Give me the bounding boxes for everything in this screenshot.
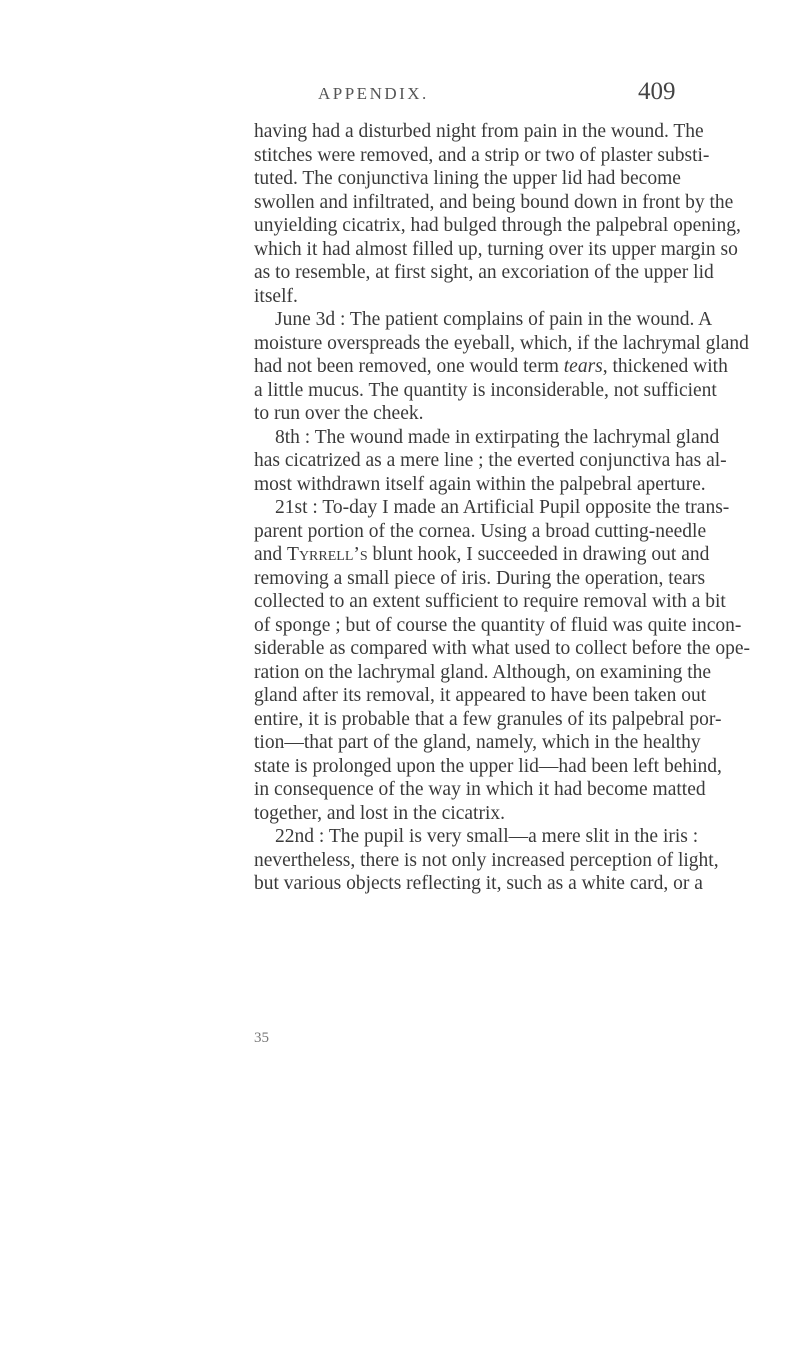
- text-line: 22nd : The pupil is very small—a mere slit in the iris :: [275, 826, 699, 847]
- text-line: to run over the cheek.: [254, 403, 424, 424]
- text-line: removing a small piece of iris. During the operation, tears: [254, 567, 706, 589]
- small-caps-name: Tyrrell’s: [287, 544, 368, 565]
- text-line: in consequence of the way in which it had become matted: [254, 779, 706, 800]
- text-line: together, and lost in the cicatrix.: [254, 802, 506, 824]
- text-fragment: , thickened with: [602, 356, 728, 377]
- text-line: [254, 355, 728, 379]
- text-line: siderable as compared with what used to collect before the ope-: [254, 638, 750, 659]
- text-line: has cicatrized as a mere line ; the everted conjunctiva has al-: [254, 450, 727, 471]
- text-fragment: blunt hook, I succeeded in drawing out and: [372, 544, 710, 565]
- text-line: swollen and infiltrated, and being bound down in front by the: [254, 191, 734, 213]
- text-line: but various objects reflecting it, such as a white card, or a: [254, 873, 703, 894]
- text-line: which it had almost filled up, turning over its upper margin so: [254, 238, 738, 260]
- text-line: tion—that part of the gland, namely, which in the healthy: [254, 732, 701, 753]
- signature-mark: 35: [254, 1030, 269, 1046]
- text-line: moisture overspreads the eyeball, which, if the lachrymal gland: [254, 332, 749, 354]
- text-line: most withdrawn itself again within the palpebral aperture.: [254, 473, 706, 495]
- text-line: gland after its removal, it appeared to have been taken out: [254, 685, 707, 706]
- page-number: 409: [638, 78, 676, 105]
- text-line: ration on the lachrymal gland. Although, on examining the: [254, 661, 712, 683]
- body-text: [254, 120, 750, 896]
- text-fragment: had not been removed, one would term: [254, 356, 559, 377]
- text-line: [254, 543, 710, 567]
- text-line: a little mucus. The quantity is inconsiderable, not sufficient: [254, 379, 717, 401]
- text-line: parent portion of the cornea. Using a broad cutting-needle: [254, 520, 707, 542]
- italic-word: tears: [563, 356, 603, 377]
- text-line: 8th : The wound made in extirpating the lachrymal gland: [275, 426, 720, 448]
- text-line: itself.: [254, 285, 298, 307]
- text-line: unyielding cicatrix, had bulged through the palpebral opening,: [254, 215, 741, 236]
- text-line: 21st : To-day I made an Artificial Pupil opposite the trans-: [275, 497, 730, 518]
- text-line: as to resemble, at first sight, an excoriation of the upper lid: [254, 262, 714, 283]
- text-line: having had a disturbed night from pain in the wound. The: [254, 121, 704, 142]
- text-line: nevertheless, there is not only increased perception of light,: [254, 849, 719, 871]
- text-line: tuted. The conjunctiva lining the upper lid had become: [254, 168, 681, 189]
- text-line: collected to an extent sufficient to require removal with a bit: [254, 591, 726, 612]
- text-line: state is prolonged upon the upper lid—had been left behind,: [254, 755, 722, 777]
- text-line: June 3d : The patient complains of pain in the wound. A: [275, 309, 713, 330]
- page-header: [0, 78, 800, 108]
- text-line: entire, it is probable that a few granules of its palpebral por-: [254, 708, 722, 730]
- text-line: stitches were removed, and a strip or two of plaster substi-: [254, 144, 710, 166]
- text-line: of sponge ; but of course the quantity of fluid was quite incon-: [254, 614, 742, 636]
- text-fragment: and: [254, 544, 283, 565]
- running-head: APPENDIX.: [318, 84, 429, 103]
